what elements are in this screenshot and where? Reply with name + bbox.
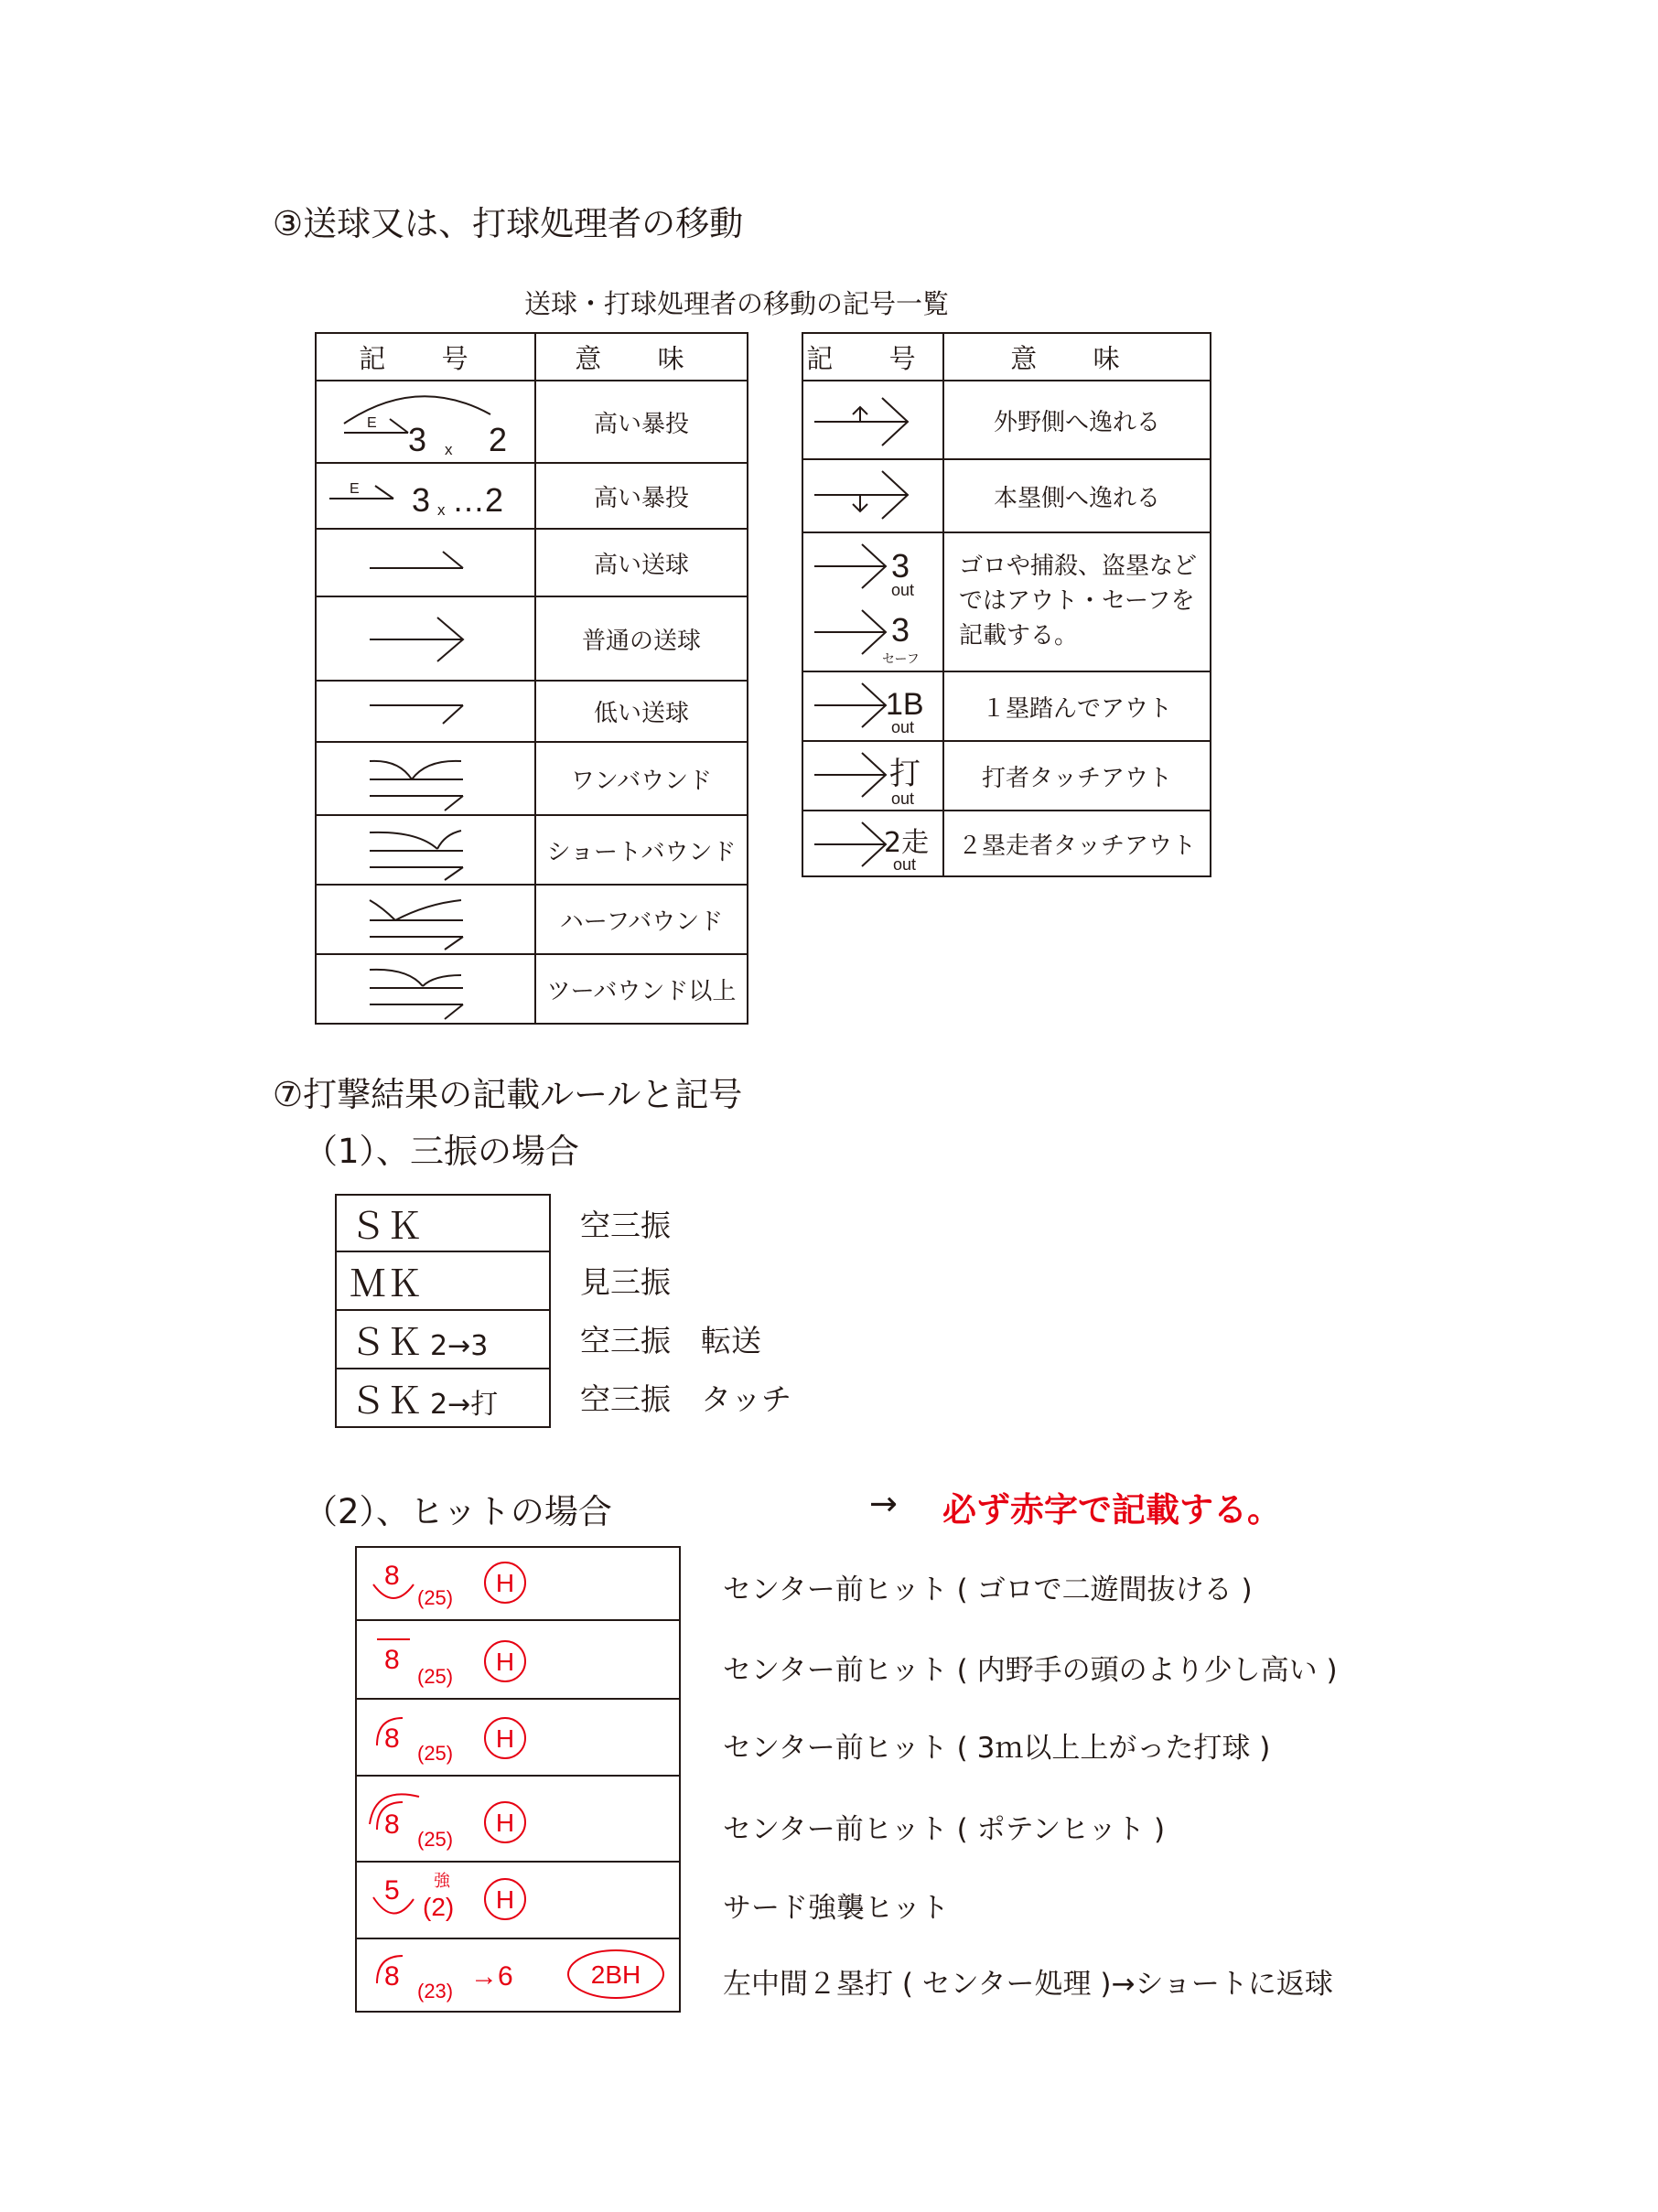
meaning-cell: ツーバウンド以上 — [535, 954, 748, 1024]
sym-fielder-a: 3 — [412, 481, 431, 519]
sym-out-label: out — [891, 581, 915, 599]
strikeout-code-cell — [336, 1195, 550, 1251]
sym-e-label: E — [367, 415, 377, 431]
hit-mark: H — [495, 1885, 515, 1914]
hit-desc: センター前ヒット ( ゴロで二遊間抜ける ) — [723, 1573, 1253, 1606]
hit-symbol-cell — [356, 1938, 680, 2012]
meaning-cell-multiline — [943, 532, 1211, 671]
table-row — [802, 459, 1211, 532]
table-row — [316, 681, 748, 742]
symbol-normal-throw — [316, 596, 535, 681]
strikeout-subheading: （1）、三振の場合 — [304, 1132, 580, 1171]
strikeout-desc: 見三振 — [580, 1264, 671, 1300]
meaning-cell: ２塁走者タッチアウト — [943, 811, 1211, 876]
hit-position: 8 — [384, 1723, 400, 1754]
meaning-line: ではアウト・セーフを — [959, 587, 1195, 616]
table-row — [356, 1620, 680, 1699]
hit-symbol-cell — [356, 1620, 680, 1699]
section3-heading: ③送球又は、打球処理者の移動 — [273, 204, 744, 243]
meaning-line: ゴロや捕殺、盗塁など — [959, 553, 1198, 581]
table-row — [336, 1310, 550, 1369]
table-title: 送球・打球処理者の移動の記号一覧 — [524, 288, 950, 319]
hit-position: 5 — [384, 1875, 400, 1906]
table-row — [316, 742, 748, 815]
col-symbol-header: 記 号 — [802, 333, 943, 381]
symbol-deflect-outfield — [802, 381, 943, 459]
hit-desc: センター前ヒット ( ポテンヒット ) — [723, 1813, 1166, 1846]
strikeout-code: ＳＫ — [350, 1380, 423, 1423]
hit-desc: 左中間２塁打 ( センター処理 )→ショートに返球 — [723, 1968, 1333, 2001]
hit-position: 8 — [384, 1809, 400, 1840]
table-row — [356, 1776, 680, 1862]
table-row — [802, 532, 1211, 671]
strikeout-code-cell — [336, 1369, 550, 1427]
symbol-first-base-out — [802, 671, 943, 741]
sym-x: x — [445, 441, 453, 458]
sym-out-label: out — [891, 789, 915, 808]
sym-safe-fielder: 3 — [891, 611, 910, 649]
table-row — [336, 1369, 550, 1427]
hit-symbol-cell — [356, 1547, 680, 1620]
hit-mark: H — [495, 1569, 515, 1597]
strikeout-table — [335, 1194, 551, 1428]
hit-symbol-liner — [357, 1621, 679, 1698]
strikeout-suffix: 2→打 — [430, 1388, 499, 1421]
sym-fielder-a: 3 — [408, 421, 427, 458]
meaning-cell: 低い送球 — [535, 681, 748, 742]
red-ink-note: 必ず赤字で記載する。 — [942, 1490, 1281, 1530]
meaning-cell: 外野側へ逸れる — [943, 381, 1211, 459]
table-row — [336, 1195, 550, 1251]
col-meaning-header: 意 味 — [943, 333, 1211, 381]
meaning-cell: ワンバウンド — [535, 742, 748, 815]
meaning-cell: 高い暴投 — [535, 463, 748, 529]
section7-heading: ⑦打撃結果の記載ルールと記号 — [273, 1075, 743, 1114]
table-row — [802, 381, 1211, 459]
table-row — [356, 1938, 680, 2012]
table-row — [802, 741, 1211, 811]
hit-symbol-fly — [357, 1700, 679, 1775]
hit-mark: H — [495, 1809, 515, 1837]
strikeout-desc: 空三振 — [580, 1208, 671, 1243]
sym-fielder-b: 2 — [489, 421, 508, 458]
hit-location: (25) — [417, 1742, 454, 1765]
meaning-cell: １塁踏んでアウト — [943, 671, 1211, 741]
hit-hard-label: 強 — [434, 1872, 450, 1891]
strikeout-code-cell — [336, 1310, 550, 1369]
sym-safe-label: セーフ — [882, 651, 920, 666]
table-row — [802, 811, 1211, 876]
meaning-cell: 打者タッチアウト — [943, 741, 1211, 811]
sym-out-label: out — [891, 718, 915, 736]
hit-subheading: （2）、ヒットの場合 — [304, 1492, 612, 1531]
symbol-one-bound — [316, 742, 535, 815]
strikeout-desc: 空三振 タッチ — [580, 1381, 791, 1417]
hit-mark: H — [495, 1648, 515, 1676]
hit-symbol-double — [357, 1939, 679, 2011]
meaning-cell: ハーフバウンド — [535, 885, 748, 954]
table-row — [316, 954, 748, 1024]
hit-symbol-cell — [356, 1699, 680, 1776]
hit-position: 8 — [384, 1561, 400, 1591]
strikeout-code-cell — [336, 1251, 550, 1310]
table-row — [316, 529, 748, 596]
table-row — [316, 463, 748, 529]
sym-runner: 2走 — [884, 827, 930, 859]
hit-location: (25) — [417, 1665, 454, 1688]
strikeout-code: ＭＫ — [350, 1262, 423, 1305]
table-row — [356, 1547, 680, 1620]
hit-desc: センター前ヒット ( 内野手の頭のより少し高い ) — [723, 1654, 1338, 1687]
hit-mark: H — [495, 1724, 515, 1753]
symbol-two-bound-plus — [316, 954, 535, 1024]
symbol-half-bound — [316, 885, 535, 954]
strikeout-desc: 空三振 転送 — [580, 1323, 761, 1358]
meaning-cell: 高い送球 — [535, 529, 748, 596]
left-symbol-table — [315, 332, 748, 1025]
symbol-high-throw — [316, 529, 535, 596]
symbol-batter-tag-out — [802, 741, 943, 811]
meaning-cell: 普通の送球 — [535, 596, 748, 681]
symbol-high-wild-throw-arc — [316, 381, 535, 463]
table-row — [336, 1251, 550, 1310]
symbol-deflect-home — [802, 459, 943, 532]
hit-location: (2) — [423, 1893, 455, 1921]
table-row — [316, 596, 748, 681]
table-row — [316, 885, 748, 954]
hit-position: 8 — [384, 1961, 400, 1992]
table-row — [356, 1862, 680, 1938]
table-row — [802, 671, 1211, 741]
hit-mark: 2BH — [590, 1960, 641, 1989]
hit-symbol-grounder — [357, 1548, 679, 1619]
meaning-cell: 高い暴投 — [535, 381, 748, 463]
meaning-cell: ショートバウンド — [535, 815, 748, 885]
hit-relay: →6 — [470, 1961, 513, 1992]
hit-table — [355, 1546, 681, 2013]
hit-symbol-cell — [356, 1862, 680, 1938]
symbol-out-safe — [802, 532, 943, 671]
hit-symbol-hard-hit — [357, 1863, 679, 1938]
symbol-second-runner-tag-out — [802, 811, 943, 876]
sym-out-fielder: 3 — [891, 547, 910, 585]
meaning-cell: 本塁側へ逸れる — [943, 459, 1211, 532]
col-symbol-header: 記 号 — [316, 333, 535, 381]
sym-batter: 打 — [889, 756, 921, 792]
symbol-short-bound — [316, 815, 535, 885]
arrow-icon: → — [869, 1484, 899, 1523]
sym-x: x — [437, 501, 446, 519]
table-row — [356, 1699, 680, 1776]
strikeout-code: ＳＫ — [350, 1205, 423, 1248]
symbol-low-throw — [316, 681, 535, 742]
col-meaning-header: 意 味 — [535, 333, 748, 381]
table-row — [316, 381, 748, 463]
hit-location: (25) — [417, 1586, 454, 1609]
symbol-high-wild-throw-dots — [316, 463, 535, 529]
hit-desc: センター前ヒット ( 3ｍ以上上がった打球 ) — [723, 1732, 1271, 1765]
sym-e-label: E — [350, 481, 360, 497]
strikeout-suffix: 2→3 — [430, 1329, 489, 1362]
hit-location: (25) — [417, 1828, 454, 1851]
hit-symbol-cell — [356, 1776, 680, 1862]
strikeout-code: ＳＫ — [350, 1321, 423, 1364]
table-row — [316, 815, 748, 885]
sym-base: 1B — [886, 687, 924, 722]
hit-symbol-blooper — [357, 1777, 679, 1861]
right-symbol-table — [802, 332, 1211, 877]
sym-out-label: out — [893, 855, 917, 874]
hit-desc: サード強襲ヒット — [723, 1892, 950, 1925]
meaning-line: 記載する。 — [959, 621, 1079, 650]
sym-fielder-b: …2 — [452, 481, 504, 519]
hit-location: (23) — [417, 1980, 454, 2003]
hit-position: 8 — [384, 1645, 400, 1675]
